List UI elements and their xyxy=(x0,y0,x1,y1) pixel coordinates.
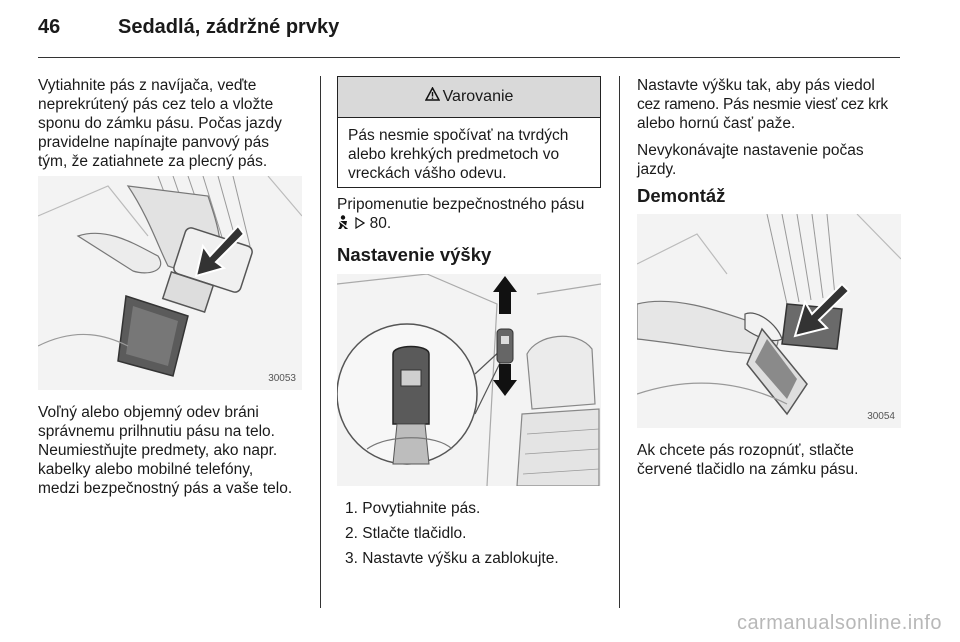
text-line: kabelky alebo mobilné telefóny, xyxy=(38,461,254,478)
text-line: Nevykonávajte nastavenie počas xyxy=(637,142,864,159)
watermark: carmanualsonline.info xyxy=(736,612,942,634)
col3-paragraph-2 xyxy=(637,141,907,179)
section-heading-height-adjustment: Nastavenie výšky xyxy=(337,244,492,265)
text-line: jazdy. xyxy=(637,161,677,178)
text-line: Pás nesmie spočívať na tvrdých xyxy=(348,127,569,144)
col1-paragraph-1 xyxy=(38,76,308,171)
figure-number: 30054 xyxy=(867,411,895,422)
text-line: vreckách vášho odevu. xyxy=(348,165,507,182)
column-divider-2 xyxy=(619,76,620,608)
text-line: Neumiestňujte predmety, ako napr. xyxy=(38,442,278,459)
buckle-insert-illustration xyxy=(38,176,302,390)
step-item: 3. Nastavte výšku a zablokujte. xyxy=(345,550,559,567)
col1-paragraph-2 xyxy=(38,403,313,498)
text-line: cez rameno. Pás nesmie viesť cez krk xyxy=(637,96,888,113)
page-ref-number: 80. xyxy=(369,215,392,232)
text-line: Voľný alebo objemný odev bráni xyxy=(38,404,259,421)
text-line: pravidelne napínajte panvový pás xyxy=(38,134,269,151)
text-line: správnemu prilhnutiu pásu na telo. xyxy=(38,423,275,440)
col3-paragraph-1 xyxy=(637,76,907,133)
adjustment-steps-list xyxy=(345,496,559,571)
section-heading-removal: Demontáž xyxy=(637,185,726,206)
seatbelt-person-icon xyxy=(337,215,349,235)
header-rule xyxy=(38,57,900,58)
text-line: medzi bezpečnostný pás a vaše telo. xyxy=(38,480,293,497)
text-line: Ak chcete pás rozopnúť, stlačte xyxy=(637,442,854,459)
seatbelt-reminder-reference xyxy=(337,195,607,235)
text-line: tým, že zatiahnete za plecný pás. xyxy=(38,153,268,170)
text-line: Pripomenutie bezpečnostného pásu xyxy=(337,196,585,213)
text-line: sponu do zámku pásu. Počas jazdy xyxy=(38,115,282,132)
step-item: 1. Povytiahnite pás. xyxy=(345,500,481,517)
page-ref-arrow-icon xyxy=(355,215,365,234)
height-adjuster-drawing xyxy=(337,274,601,486)
text-line: červené tlačidlo na zámku pásu. xyxy=(637,461,859,478)
step-item: 2. Stlačte tlačidlo. xyxy=(345,525,467,542)
warning-triangle-icon xyxy=(425,77,440,117)
page-number: 46 xyxy=(38,16,61,38)
warning-box xyxy=(337,76,601,188)
warning-header xyxy=(338,77,600,118)
page-title: Sedadlá, zádržné prvky xyxy=(118,16,340,38)
text-line: alebo krehkých predmetoch vo xyxy=(348,146,560,163)
height-adjuster-illustration xyxy=(337,274,601,486)
text-line: neprekrútený pás cez telo a vložte xyxy=(38,96,274,113)
text-line: alebo hornú časť paže. xyxy=(637,115,796,132)
warning-text xyxy=(338,118,600,191)
text-line: Vytiahnite pás z navíjača, veďte xyxy=(38,77,257,94)
warning-title: Varovanie xyxy=(442,88,514,106)
reference-line xyxy=(337,214,607,235)
col3-paragraph-3 xyxy=(637,441,907,479)
text-line: Nastavte výšku tak, aby pás viedol xyxy=(637,77,875,94)
buckle-release-drawing xyxy=(637,214,901,428)
figure-number: 30053 xyxy=(268,373,296,384)
column-divider-1 xyxy=(320,76,321,608)
buckle-insert-drawing xyxy=(38,176,302,390)
buckle-release-illustration xyxy=(637,214,901,428)
